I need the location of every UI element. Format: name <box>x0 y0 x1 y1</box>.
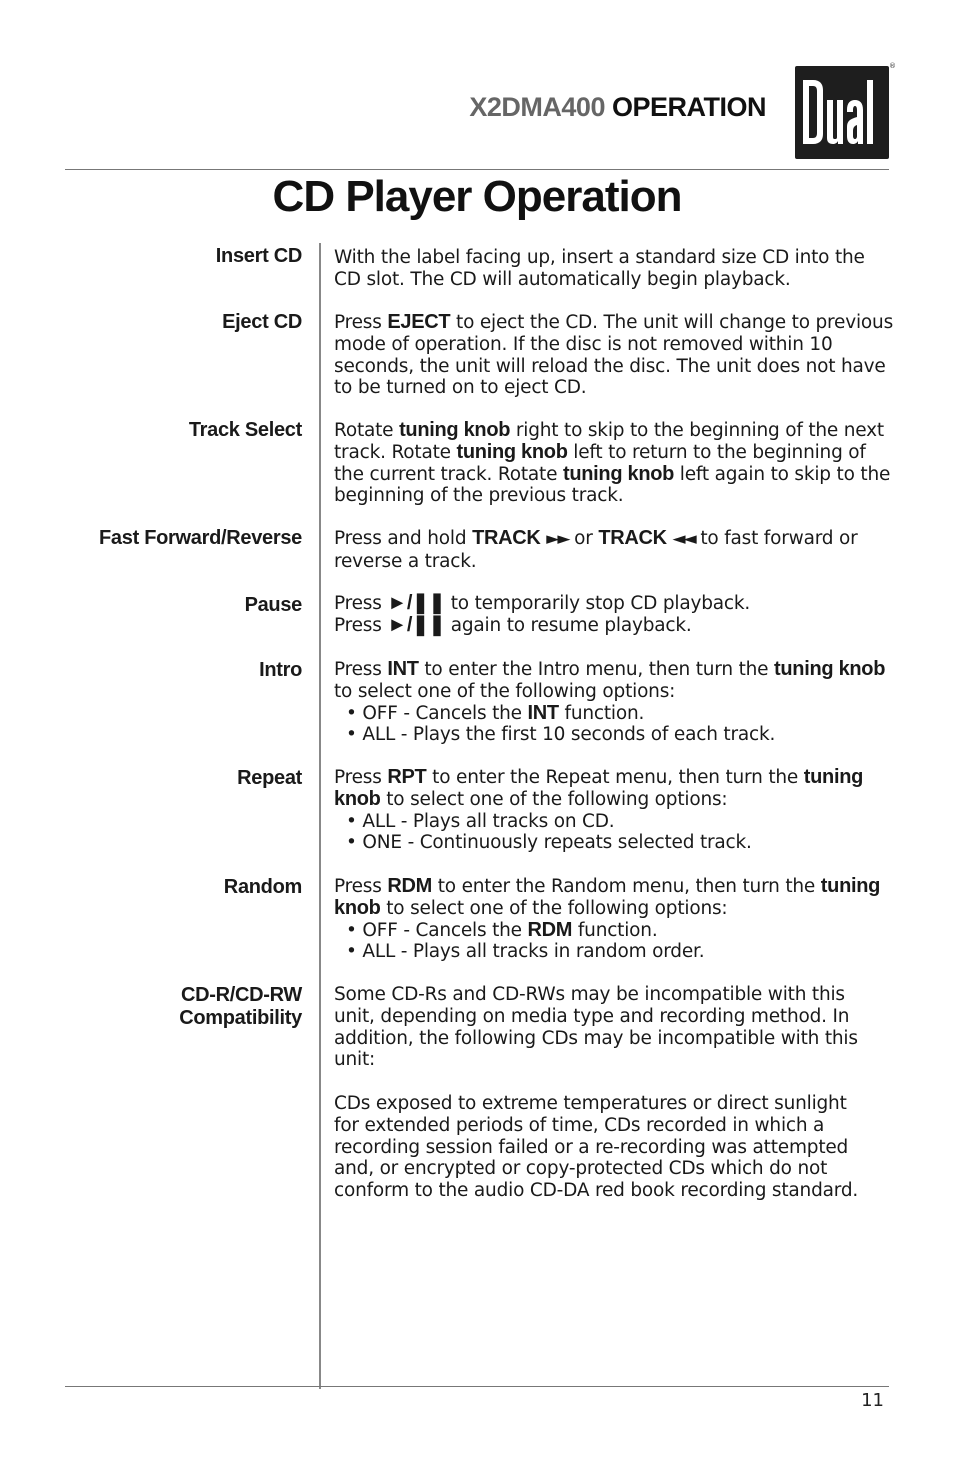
dual-logo <box>795 66 889 159</box>
page-number: 11 <box>861 1390 884 1411</box>
term-pause: Pause <box>244 594 302 616</box>
cdr-paragraph-2: CDs exposed to extreme temperatures or direct sunlight for extended periods of time, CDs recorded in which a recording session failed or a re-recording was attempted and, or encrypted or copy-protected CDs which do not conform to the audio CD-DA red book recording standard. <box>334 1092 859 1202</box>
rdm-key: RDM <box>387 875 433 897</box>
repeat-option-one: • ONE - Continuously repeats selected track. <box>346 832 752 854</box>
text-run: to temporarily stop CD playback. <box>445 593 751 614</box>
random-text <box>334 876 894 920</box>
rdm-key: RDM <box>527 918 573 941</box>
term-cdr-line-1: CD-R/CD-RW <box>180 984 302 1006</box>
eject-cd-text <box>334 312 894 399</box>
intro-option-off <box>334 703 894 725</box>
text-run: Press and hold <box>334 528 473 549</box>
term-eject-cd: Eject CD <box>222 311 302 333</box>
track-key: TRACK <box>598 527 667 549</box>
text-run: left again to skip to the beginning of the previous track. <box>334 463 891 507</box>
int-key: INT <box>387 658 419 680</box>
column-divider <box>319 243 321 1389</box>
tuning-knob-key: tuning knob <box>456 440 568 463</box>
random-option-all: • ALL - Plays all tracks in random order. <box>346 941 705 963</box>
text-run: function. <box>572 919 658 941</box>
intro-option-all: • ALL - Plays the first 10 seconds of each track. <box>346 724 776 746</box>
term-random: Random <box>223 876 302 898</box>
page-title: CD Player Operation <box>272 172 682 221</box>
pause-line-2 <box>334 615 894 637</box>
model-name: X2DMA400 <box>469 92 605 122</box>
tuning-knob-key: tuning knob <box>774 658 886 680</box>
text-run: right to skip to the beginning of the next track. Rotate <box>334 420 884 463</box>
text-run: Press <box>334 659 388 680</box>
header-title <box>469 92 766 123</box>
registered-mark: ® <box>889 62 896 70</box>
repeat-text <box>334 767 894 811</box>
term-repeat: Repeat <box>237 767 302 789</box>
tuning-knob-key: tuning knob <box>334 875 881 919</box>
text-run: • OFF - Cancels the <box>346 702 528 724</box>
random-option-off <box>334 920 894 942</box>
text-run: Rotate <box>334 420 400 441</box>
tuning-knob-key: tuning knob <box>334 766 864 810</box>
desc-repeat <box>334 767 894 854</box>
term-intro: Intro <box>259 659 302 681</box>
rewind-icon: ◄◄ <box>672 529 695 549</box>
text-run: to select one of the following options: <box>380 788 728 810</box>
track-key: TRACK <box>472 527 541 549</box>
text-run: again to resume playback. <box>445 614 692 636</box>
text-run: Press <box>334 312 388 333</box>
track-select-text <box>334 420 894 507</box>
bottom-rule <box>65 1386 889 1387</box>
desc-track-select <box>334 420 894 507</box>
insert-cd-text: With the label facing up, insert a standard size CD into the CD slot. The CD will automatically begin playback. <box>334 247 865 290</box>
text-run: or <box>568 528 599 549</box>
desc-eject-cd <box>334 312 894 399</box>
term-track-select: Track Select <box>188 419 302 441</box>
desc-random <box>334 876 894 963</box>
text-run: Press <box>334 767 388 788</box>
play-pause-icon: ►/❚❚ <box>387 613 446 636</box>
text-run: to enter the Random menu, then turn the <box>432 876 821 897</box>
text-run: Press <box>334 593 388 614</box>
desc-cdr-compatibility <box>334 984 874 1202</box>
int-key: INT <box>527 701 559 724</box>
cdr-paragraph-1: Some CD-Rs and CD-RWs may be incompatible with this unit, depending on media type and recording method. In addition, the following CDs may be incompatible with this unit: <box>334 984 858 1071</box>
top-rule <box>65 169 889 170</box>
text-run: Press <box>334 876 388 897</box>
desc-pause <box>334 593 894 637</box>
tuning-knob-key: tuning knob <box>562 462 675 485</box>
play-pause-icon: ►/❚❚ <box>387 592 446 614</box>
fast-forward-icon: ►► <box>546 529 569 549</box>
desc-fast-forward-reverse <box>334 528 894 573</box>
eject-key: EJECT <box>387 311 451 333</box>
tuning-knob-key: tuning knob <box>399 419 511 441</box>
text-run: to enter the Intro menu, then turn the <box>418 659 775 680</box>
desc-insert-cd <box>334 247 894 291</box>
text-run: to enter the Repeat menu, then turn the <box>426 767 804 788</box>
text-run: • OFF - Cancels the <box>346 919 528 941</box>
text-run: left to return to the beginning of the current track. Rotate <box>334 441 866 485</box>
term-fast-forward-reverse: Fast Forward/Reverse <box>99 527 302 549</box>
operation-label: OPERATION <box>611 92 766 122</box>
text-run: to fast forward or reverse a track. <box>334 528 858 572</box>
text-run: function. <box>558 702 645 724</box>
term-insert-cd: Insert CD <box>215 245 302 267</box>
pause-line-1 <box>334 593 894 615</box>
term-cdr-compatibility <box>179 984 302 1030</box>
text-run: Press <box>334 614 388 636</box>
text-run: to select one of the following options: <box>380 897 728 919</box>
text-run: to eject the CD. The unit will change to previous mode of operation. If the disc is not removed within 10 seconds, the unit will reload the disc. The unit does not have to be turned on to eject CD. <box>334 312 894 399</box>
term-cdr-line-2: Compatibility <box>179 1007 302 1029</box>
dual-logo-mark <box>795 66 889 159</box>
rpt-key: RPT <box>387 766 427 788</box>
repeat-option-all: • ALL - Plays all tracks on CD. <box>346 810 615 832</box>
desc-intro <box>334 659 894 746</box>
intro-text <box>334 659 894 703</box>
text-run: to select one of the following options: <box>334 680 676 702</box>
fast-forward-text <box>334 528 894 573</box>
